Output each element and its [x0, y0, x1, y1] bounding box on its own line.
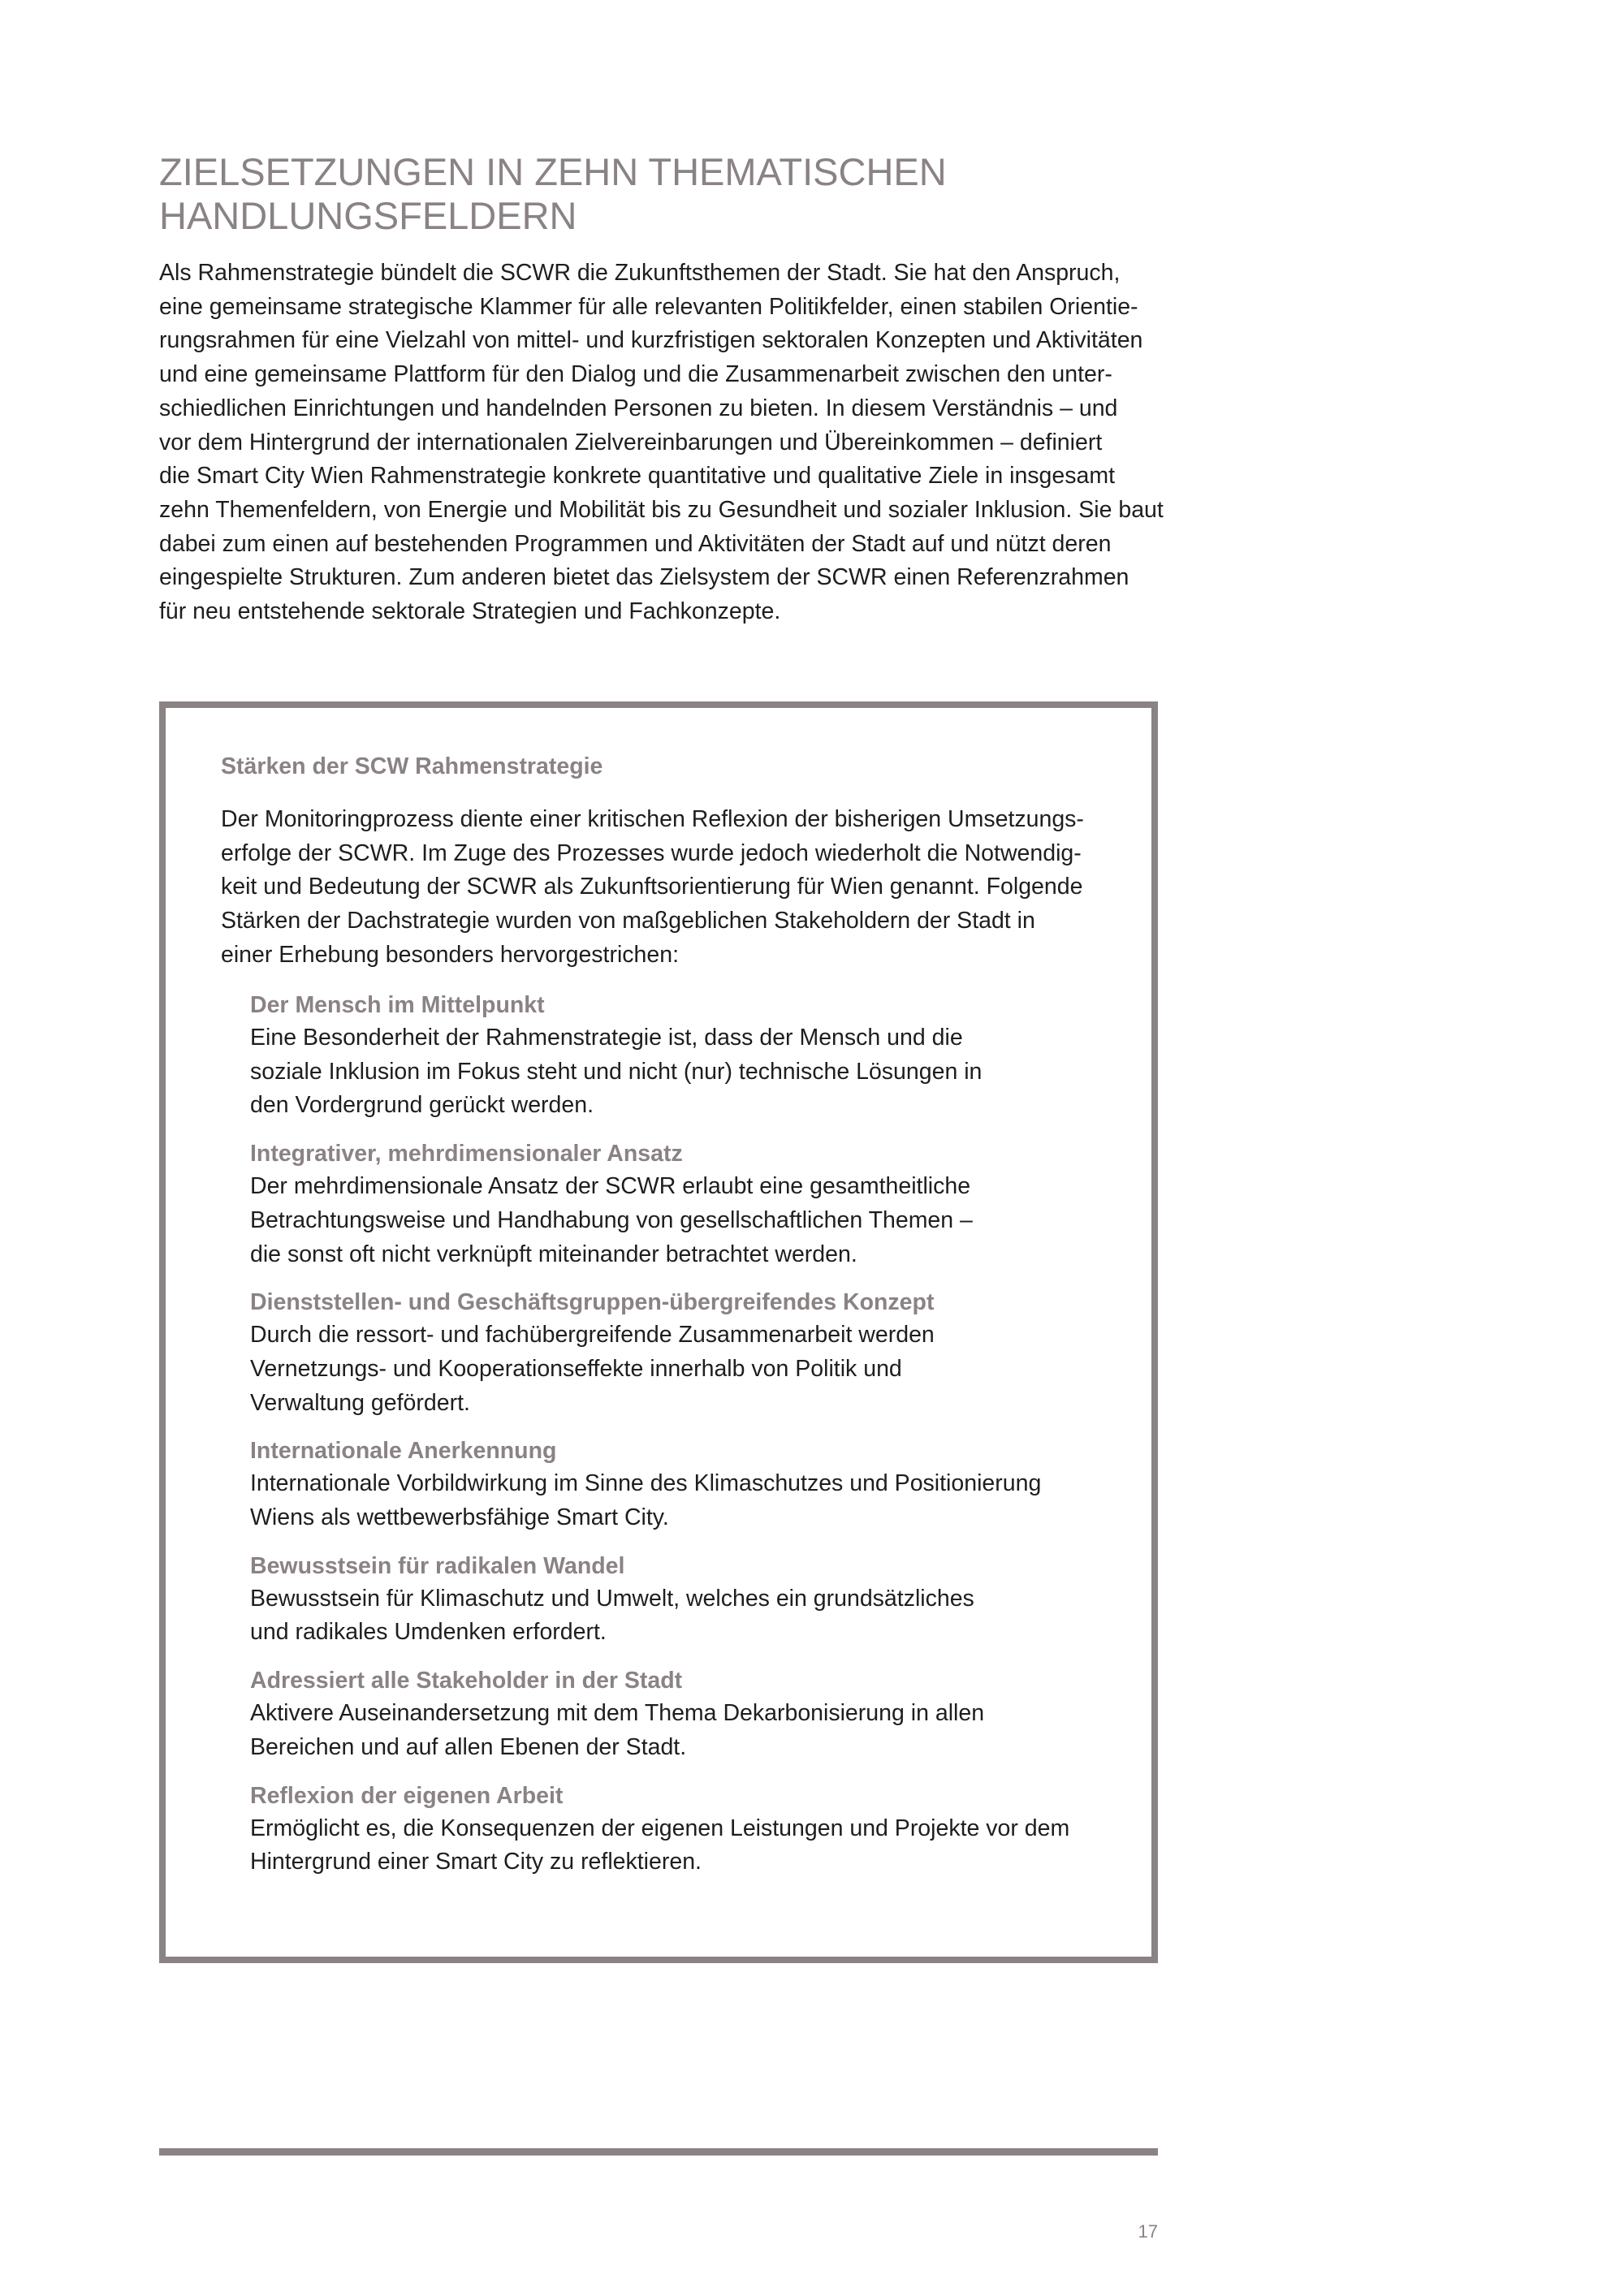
intro-line: zehn Themenfeldern, von Energie und Mobilität bis zu Gesundheit und sozialer Inklusion. Sie baut	[159, 496, 1164, 523]
strength-line: und radikales Umdenken erfordert.	[250, 1619, 607, 1646]
strength-title: Adressiert alle Stakeholder in der Stadt	[250, 1668, 683, 1694]
heading-line: HANDLUNGSFELDERN	[159, 194, 577, 237]
strength-text	[250, 1812, 1127, 1880]
strength-line: den Vordergrund gerückt werden.	[250, 1092, 594, 1119]
strength-title: Der Mensch im Mittelpunkt	[250, 992, 545, 1018]
strength-line: Ermöglicht es, die Konsequenzen der eigenen Leistungen und Projekte vor dem	[250, 1815, 1070, 1841]
strength-line: Bewusstsein für Klimaschutz und Umwelt, welches ein grundsätzliches	[250, 1585, 974, 1612]
strength-line: Internationale Vorbildwirkung im Sinne des Klimaschutzes und Positionierung	[250, 1470, 1042, 1497]
strength-title: Bewusstsein für radikalen Wandel	[250, 1552, 625, 1579]
strength-line: Eine Besonderheit der Rahmenstrategie ist, dass der Mensch und die	[250, 1025, 963, 1051]
intro-line: eingespielte Strukturen. Zum anderen bietet das Zielsystem der SCWR einen Referenzrahmen	[159, 564, 1129, 591]
strength-line: Wiens als wettbewerbsfähige Smart City.	[250, 1504, 669, 1531]
intro-line: vor dem Hintergrund der internationalen Zielvereinbarungen und Übereinkommen – definiert	[159, 429, 1103, 455]
strength-text	[250, 1467, 1127, 1534]
strength-title: Internationale Anerkennung	[250, 1438, 557, 1465]
intro-line: eine gemeinsame strategische Klammer für alle relevanten Politikfelder, einen stabilen Orientie-	[159, 293, 1138, 320]
box-title: Stärken der SCW Rahmenstrategie	[221, 753, 603, 779]
strength-item	[250, 1137, 1127, 1271]
box-intro-line: einer Erhebung besonders hervorgestrichen:	[221, 941, 680, 968]
intro-line: dabei zum einen auf bestehenden Programmen und Aktivitäten der Stadt auf und nützt deren	[159, 530, 1112, 557]
strength-line: Vernetzungs- und Kooperationseffekte innerhalb von Politik und	[250, 1355, 902, 1382]
box-intro-line: Stärken der Dachstrategie wurden von maßgeblichen Stakeholdern der Stadt in	[221, 908, 1035, 934]
strength-line: Hintergrund einer Smart City zu reflektieren.	[250, 1849, 702, 1875]
page-heading	[159, 150, 1215, 238]
intro-line: Als Rahmenstrategie bündelt die SCWR die Zukunftsthemen der Stadt. Sie hat den Anspruch,	[159, 260, 1121, 286]
strength-line: Der mehrdimensionale Ansatz der SCWR erlaubt eine gesamtheitliche	[250, 1173, 971, 1200]
strength-item	[250, 1664, 1127, 1764]
strength-item	[250, 1780, 1127, 1880]
strength-text	[250, 1318, 1127, 1420]
strength-line: die sonst oft nicht verknüpft miteinander betrachtet werden.	[250, 1241, 857, 1267]
strength-line: soziale Inklusion im Fokus steht und nicht (nur) technische Lösungen in	[250, 1058, 983, 1085]
heading-line: ZIELSETZUNGEN IN ZEHN THEMATISCHEN	[159, 150, 947, 193]
strength-line: Durch die ressort- und fachübergreifende Zusammenarbeit werden	[250, 1322, 935, 1349]
box-intro-line: keit und Bedeutung der SCWR als Zukunftsorientierung für Wien genannt. Folgende	[221, 874, 1083, 900]
strengths-list	[250, 989, 1127, 1894]
intro-line: für neu entstehende sektorale Strategien und Fachkonzepte.	[159, 598, 781, 625]
strength-item	[250, 989, 1127, 1123]
strength-text	[250, 1697, 1127, 1764]
strength-line: Aktivere Auseinandersetzung mit dem Thema Dekarbonisierung in allen	[250, 1700, 985, 1727]
intro-line: schiedlichen Einrichtungen und handelnden Personen zu bieten. In diesem Verständnis – und	[159, 395, 1118, 421]
intro-paragraph	[159, 257, 1166, 629]
strength-title: Integrativer, mehrdimensionaler Ansatz	[250, 1141, 683, 1167]
strength-title: Reflexion der eigenen Arbeit	[250, 1782, 564, 1809]
strength-text	[250, 1170, 1127, 1271]
strength-item	[250, 1435, 1127, 1534]
intro-line: rungsrahmen für eine Vielzahl von mittel- und kurzfristigen sektoralen Konzepten und Aktivitäten	[159, 327, 1143, 354]
intro-line: die Smart City Wien Rahmenstrategie konkrete quantitative und qualitative Ziele in insgesamt	[159, 463, 1116, 490]
box-intro-line: Der Monitoringprozess diente einer kritischen Reflexion der bisherigen Umsetzungs-	[221, 806, 1084, 832]
footer-divider	[159, 2148, 1158, 2156]
strength-line: Bereichen und auf allen Ebenen der Stadt.	[250, 1733, 687, 1760]
strength-item	[250, 1550, 1127, 1650]
strength-item	[250, 1286, 1127, 1420]
box-intro-line: erfolge der SCWR. Im Zuge des Prozesses wurde jedoch wiederholt die Notwendig-	[221, 839, 1082, 866]
strength-title: Dienststellen- und Geschäftsgruppen-übergreifendes Konzept	[250, 1289, 935, 1316]
page-number: 17	[1138, 2221, 1158, 2242]
strength-text	[250, 1582, 1127, 1650]
strength-text	[250, 1021, 1127, 1123]
intro-line: und eine gemeinsame Plattform für den Dialog und die Zusammenarbeit zwischen den unter-	[159, 361, 1112, 388]
box-intro-paragraph	[221, 803, 1084, 973]
strength-line: Verwaltung gefördert.	[250, 1389, 470, 1416]
strength-line: Betrachtungsweise und Handhabung von gesellschaftlichen Themen –	[250, 1206, 973, 1233]
